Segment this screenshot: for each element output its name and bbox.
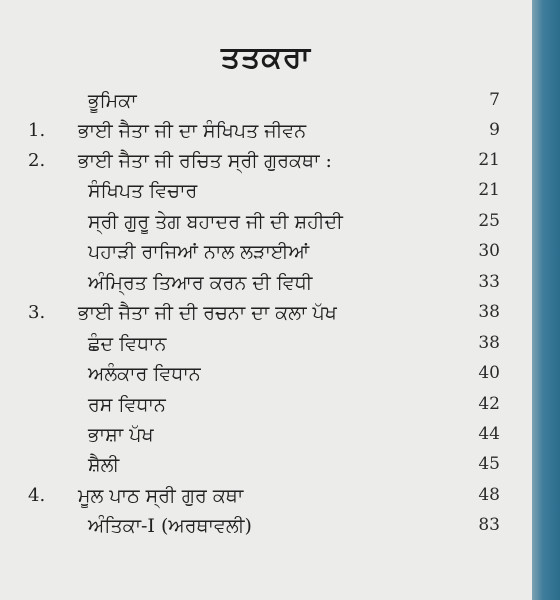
toc-page-number: 33 bbox=[478, 272, 500, 292]
toc-label: ਅੰਤਿਕਾ-I (ਅਰਥਾਵਲੀ) bbox=[88, 515, 252, 537]
toc-number: 1. bbox=[28, 120, 46, 141]
toc-number: 2. bbox=[28, 150, 46, 171]
toc-page-number: 9 bbox=[489, 120, 500, 140]
book-cover-edge bbox=[532, 0, 560, 600]
page-title: ਤਤਕਰਾ bbox=[220, 40, 312, 75]
toc-row bbox=[0, 211, 532, 241]
toc-label: ਸੰਖਿਪਤ ਵਿਚਾਰ bbox=[88, 180, 198, 202]
toc-row bbox=[0, 180, 532, 210]
toc-label: ਅਲੰਕਾਰ ਵਿਧਾਨ bbox=[88, 363, 201, 385]
toc-row bbox=[0, 394, 532, 424]
toc-row bbox=[0, 363, 532, 393]
toc-page-number: 21 bbox=[478, 150, 500, 170]
toc-label: ਭਾਸ਼ਾ ਪੱਖ bbox=[88, 424, 154, 446]
toc-row bbox=[0, 333, 532, 363]
toc-page-number: 40 bbox=[478, 363, 500, 383]
toc-label: ਰਸ ਵਿਧਾਨ bbox=[88, 394, 166, 416]
toc-label: ਪਹਾੜੀ ਰਾਜਿਆਂ ਨਾਲ ਲੜਾਈਆਂ bbox=[88, 241, 310, 263]
toc-page-number: 38 bbox=[478, 333, 500, 353]
toc-label: ਸ੍ਰੀ ਗੁਰੂ ਤੇਗ ਬਹਾਦਰ ਜੀ ਦੀ ਸ਼ਹੀਦੀ bbox=[88, 211, 343, 233]
toc-row bbox=[0, 120, 532, 150]
toc-label: ਭਾਈ ਜੈਤਾ ਜੀ ਦੀ ਰਚਨਾ ਦਾ ਕਲਾ ਪੱਖ bbox=[78, 302, 337, 324]
toc-row bbox=[0, 150, 532, 180]
toc-label: ਅੰਮ੍ਰਿਤ ਤਿਆਰ ਕਰਨ ਦੀ ਵਿਧੀ bbox=[88, 272, 313, 294]
toc-page-number: 25 bbox=[478, 211, 500, 231]
toc-row bbox=[0, 90, 532, 120]
toc-row bbox=[0, 302, 532, 332]
toc-page-number: 44 bbox=[478, 424, 500, 444]
toc-page-number: 30 bbox=[478, 241, 500, 261]
toc-row bbox=[0, 515, 532, 545]
toc-number: 4. bbox=[28, 485, 46, 506]
toc-label: ਮੂਲ ਪਾਠ ਸ੍ਰੀ ਗੁਰ ਕਥਾ bbox=[78, 485, 244, 507]
toc-page-number: 83 bbox=[478, 515, 500, 535]
toc-page-number: 42 bbox=[478, 394, 500, 414]
toc-page-number: 45 bbox=[478, 454, 500, 474]
toc-row bbox=[0, 272, 532, 302]
toc-row bbox=[0, 424, 532, 454]
toc-page-number: 48 bbox=[478, 485, 500, 505]
toc-row bbox=[0, 241, 532, 271]
toc-label: ਭਾਈ ਜੈਤਾ ਜੀ ਰਚਿਤ ਸ੍ਰੀ ਗੁਰਕਥਾ : bbox=[78, 150, 332, 172]
toc-row bbox=[0, 485, 532, 515]
toc-label: ਸ਼ੈਲੀ bbox=[88, 454, 120, 476]
toc-label: ਭੂਮਿਕਾ bbox=[88, 90, 137, 112]
toc-label: ਛੰਦ ਵਿਧਾਨ bbox=[88, 333, 167, 355]
toc-page-number: 21 bbox=[478, 180, 500, 200]
toc-page-number: 7 bbox=[489, 90, 500, 110]
toc-page-number: 38 bbox=[478, 302, 500, 322]
toc-row bbox=[0, 454, 532, 484]
toc-number: 3. bbox=[28, 302, 46, 323]
toc-label: ਭਾਈ ਜੈਤਾ ਜੀ ਦਾ ਸੰਖਿਪਤ ਜੀਵਨ bbox=[78, 120, 307, 142]
